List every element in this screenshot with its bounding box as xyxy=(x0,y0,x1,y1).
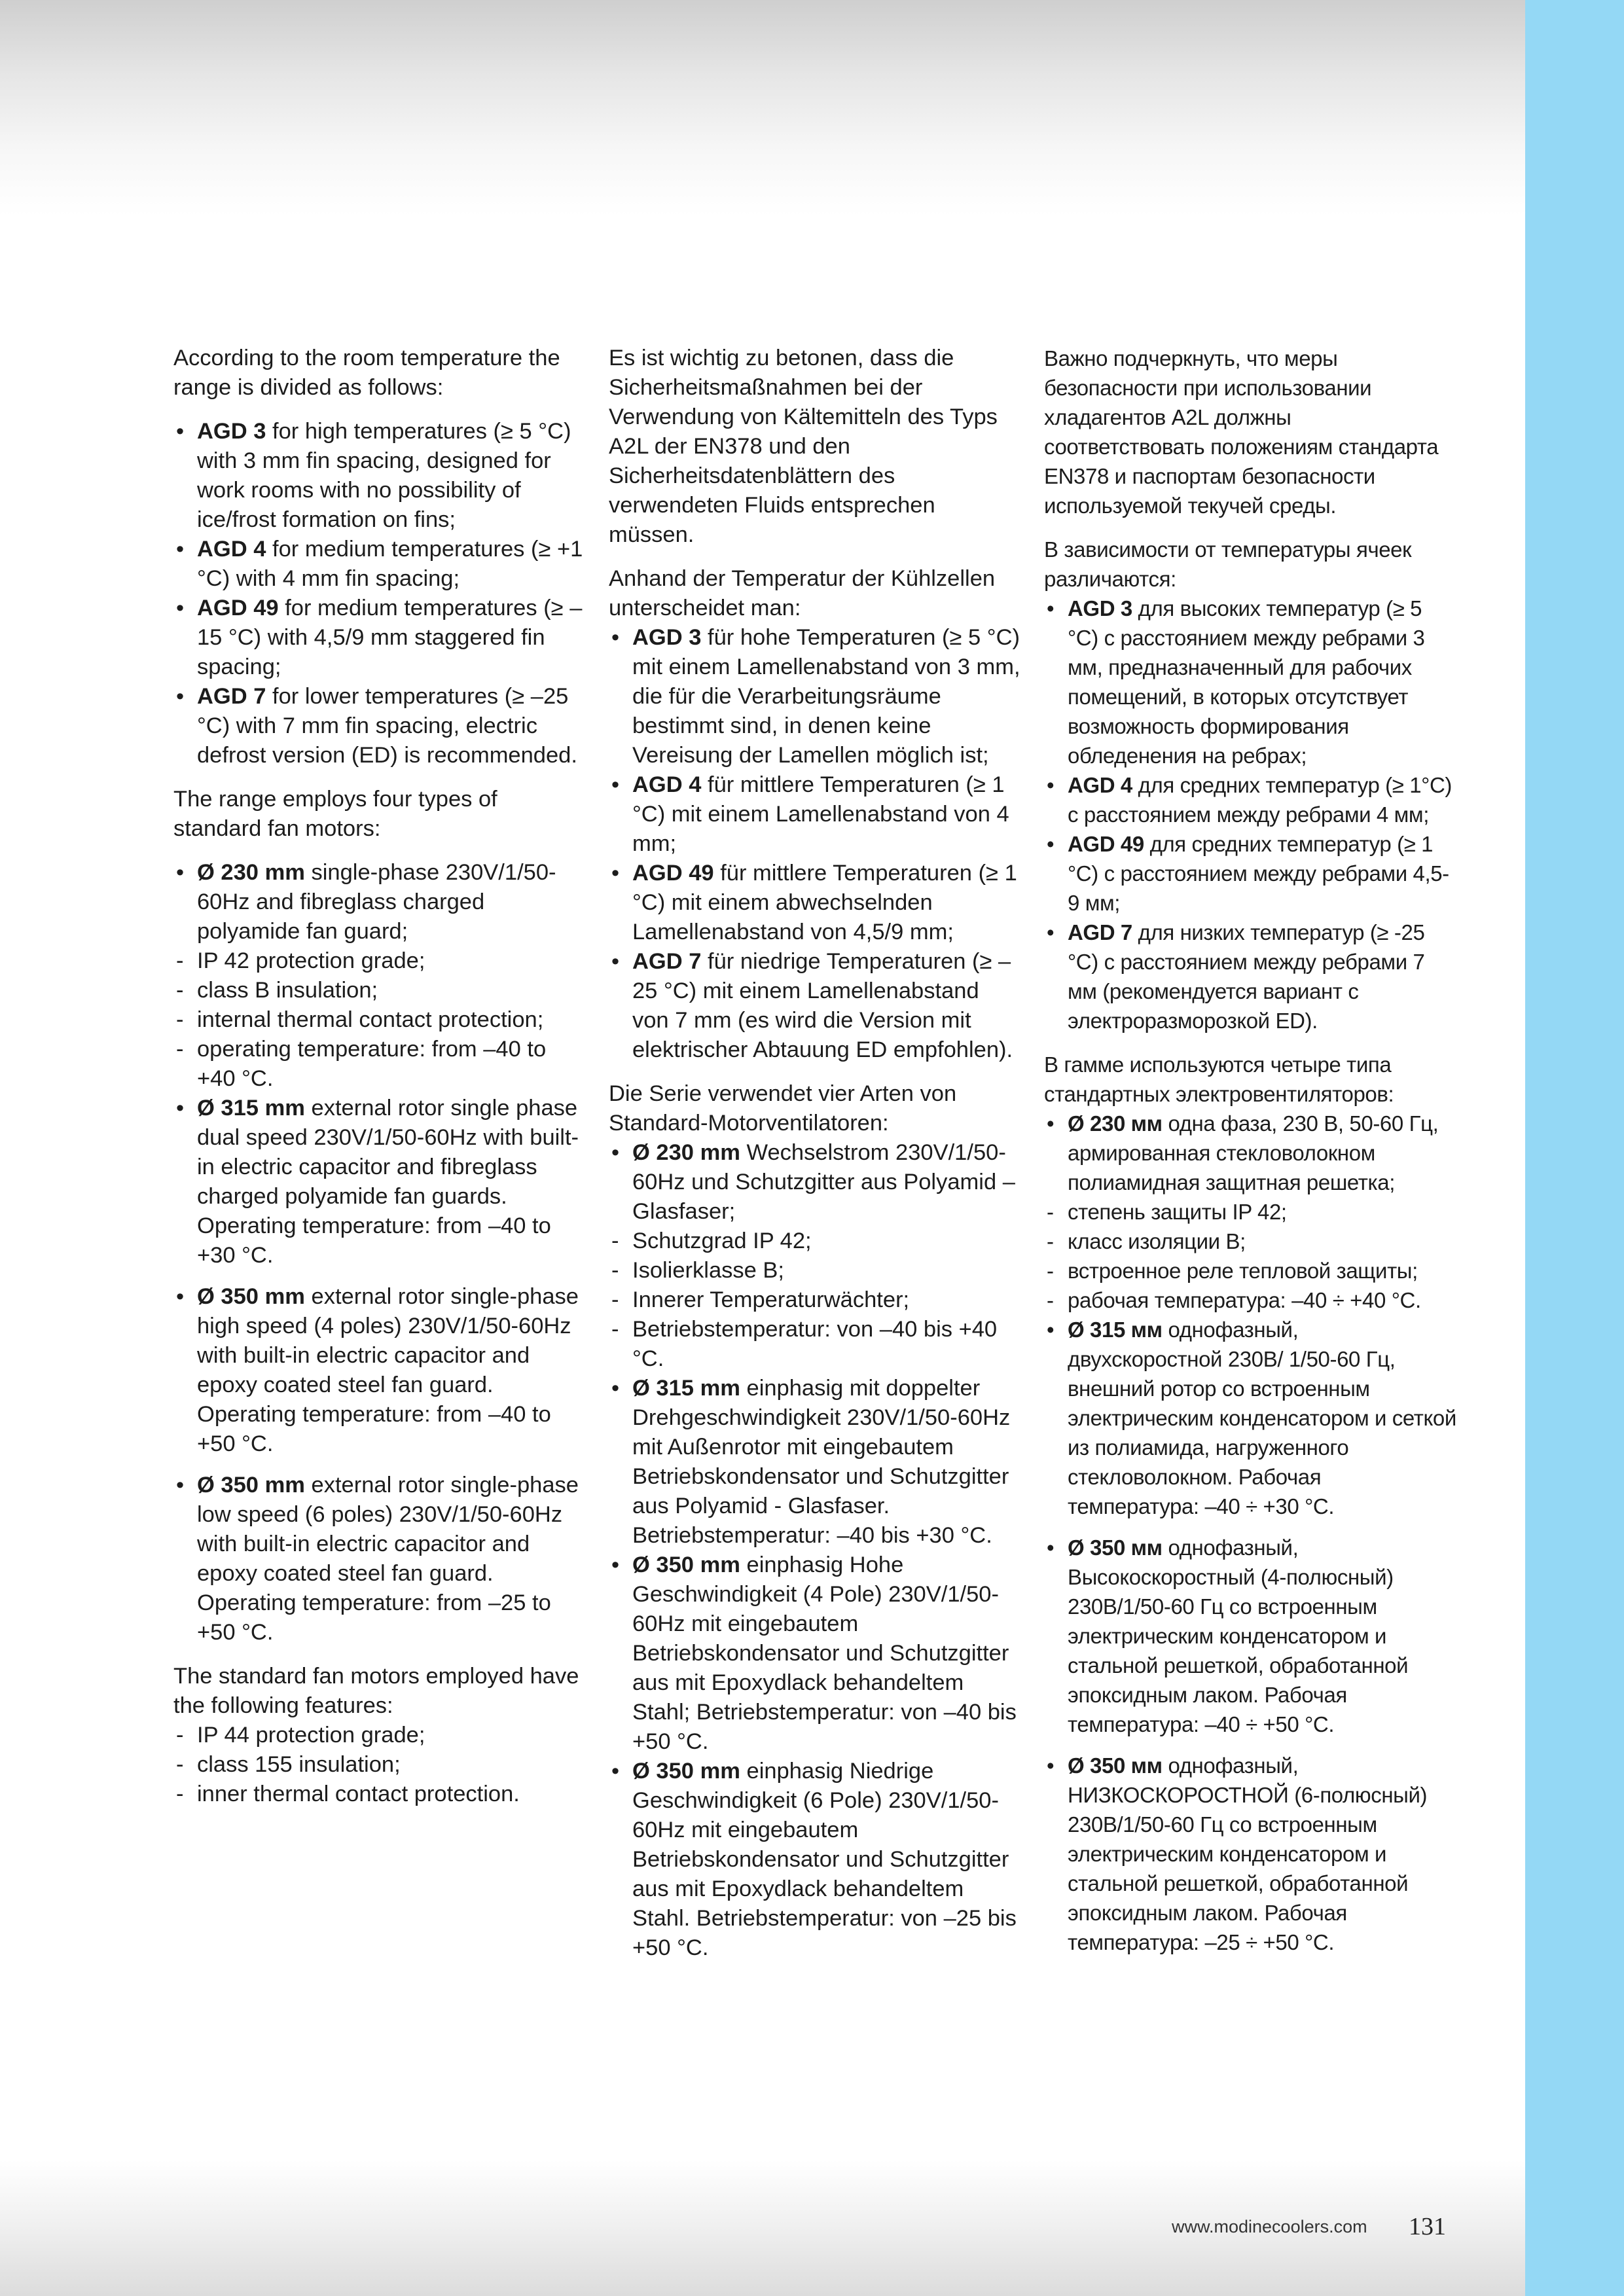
list-item: - Schutzgrad IP 42; xyxy=(609,1227,1021,1256)
header-gradient xyxy=(0,0,1525,216)
list-item: - internal thermal contact protection; xyxy=(173,1005,586,1035)
list-item: • Ø 350 мм однофазный, НИЗКОСКОРОСТНОЙ (6-полюсный) 230В/1/50-60 Гц со встроенным электрическим конденсатором и стальной решеткой, обработанной эпоксидным лаком. Рабочая температура: –25 ÷ +50 °C. xyxy=(1044,1751,1456,1957)
list-item: - operating temperature: from –40 to +40 °C. xyxy=(173,1035,586,1094)
side-color-band xyxy=(1525,0,1624,2296)
de-range-list xyxy=(609,623,1021,1065)
german-column xyxy=(609,344,1021,1977)
list-item: • AGD 4 für mittlere Temperaturen (≥ 1 °C) mit einem Lamellenabstand von 4 mm; xyxy=(609,770,1021,859)
de-motor-list xyxy=(609,1138,1021,1963)
en-standard-intro: The standard fan motors employed have the following features: xyxy=(173,1664,579,1718)
list-item: • Ø 230 mm single-phase 230V/1/50-60Hz and fibreglass charged polyamide fan guard; xyxy=(173,858,586,946)
list-item: - class B insulation; xyxy=(173,976,586,1005)
list-item: - Innerer Temperaturwächter; xyxy=(609,1285,1021,1315)
list-item: • AGD 3 for high temperatures (≥ 5 °C) with 3 mm fin spacing, designed for work rooms with no possibility of ice/frost formation on fins; xyxy=(173,417,586,535)
en-motors-intro: The range employs four types of standard fan motors: xyxy=(173,787,497,841)
list-item: - inner thermal contact protection. xyxy=(173,1780,586,1809)
list-item: • Ø 230 мм одна фаза, 230 В, 50-60 Гц, армированная стекловолокном полиамидная защитная решетка; xyxy=(1044,1109,1456,1197)
list-item: • Ø 350 мм однофазный, Высокоскоростный (4-полюсный) 230В/1/50-60 Гц со встроенным электрическим конденсатором и стальной решеткой, обработанной эпоксидным лаком. Рабочая температура: –40 ÷ +50 °C. xyxy=(1044,1533,1456,1739)
ru-safety-note: Важно подчеркнуть, что меры безопасности при использовании хладагентов A2L должны соответствовать положениям стандарта EN378 и паспортам безопасности используемой текучей среды. xyxy=(1044,346,1439,518)
list-item: • AGD 4 for medium temperatures (≥ +1 °C) with 4 mm fin spacing; xyxy=(173,535,586,594)
list-item: - Isolierklasse B; xyxy=(609,1256,1021,1285)
list-item: - класс изоляции B; xyxy=(1044,1227,1456,1256)
russian-column xyxy=(1044,344,1456,1971)
list-item: • AGD 7 für niedrige Temperaturen (≥ –25 °C) mit einem Lamellenabstand von 7 mm (es wird die Version mit elektrischer Abtauung ED empfohlen). xyxy=(609,947,1021,1065)
list-item: • Ø 350 mm einphasig Hohe Geschwindigkeit (4 Pole) 230V/1/50-60Hz mit eingebautem Betriebskondensator und Schutzgitter aus mit Epoxydlack behandeltem Stahl; Betriebstemperatur: von –40 bis +50 °C. xyxy=(609,1551,1021,1757)
list-item: • Ø 230 mm Wechselstrom 230V/1/50-60Hz und Schutzgitter aus Polyamid – Glasfaser; xyxy=(609,1138,1021,1227)
ru-motors-intro: В гамме используются четыре типа стандартных электровентиляторов: xyxy=(1044,1052,1394,1106)
list-item: • Ø 315 мм однофазный, двухскоростной 230В/ 1/50-60 Гц, внешний ротор со встроенным электрическим конденсатором и сеткой из полиамида, нагруженного стекловолокном. Рабочая температура: –40 ÷ +30 °C. xyxy=(1044,1315,1456,1521)
list-item: • Ø 350 mm einphasig Niedrige Geschwindigkeit (6 Pole) 230V/1/50-60Hz mit eingebautem Betriebskondensator und Schutzgitter aus mit Epoxydlack behandeltem Stahl. Betriebstemperatur: von –25 bis +50 °C. xyxy=(609,1757,1021,1963)
de-range-intro: Anhand der Temperatur der Kühlzellen unterscheidet man: xyxy=(609,566,996,620)
list-item: • AGD 49 for medium temperatures (≥ –15 °C) with 4,5/9 mm staggered fin spacing; xyxy=(173,594,586,682)
list-item: • Ø 350 mm external rotor single-phase high speed (4 poles) 230V/1/50-60Hz with built-in electric capacitor and epoxy coated steel fan guard. Operating temperature: from –40 to +50 °C. xyxy=(173,1282,586,1459)
list-item: • AGD 7 for lower temperatures (≥ –25 °C) with 7 mm fin spacing, electric defrost version (ED) is recommended. xyxy=(173,682,586,770)
list-item: • AGD 3 для высоких температур (≥ 5 °C) с расстоянием между ребрами 3 мм, предназначенный для рабочих помещений, в которых отсутствует возможность формирования обледенения на ребрах; xyxy=(1044,594,1456,770)
list-item: • Ø 315 mm external rotor single phase dual speed 230V/1/50-60Hz with built-in electric capacitor and fibreglass charged polyamide fan guards. Operating temperature: from –40 to +30 °C. xyxy=(173,1094,586,1270)
list-item: - IP 44 protection grade; xyxy=(173,1721,586,1750)
list-item: - степень защиты IP 42; xyxy=(1044,1197,1456,1227)
list-item: - рабочая температура: –40 ÷ +40 °C. xyxy=(1044,1285,1456,1315)
list-item: • AGD 4 для средних температур (≥ 1°C) с расстоянием между ребрами 4 мм; xyxy=(1044,770,1456,829)
ru-motor-list xyxy=(1044,1109,1456,1957)
list-item: • Ø 315 mm einphasig mit doppelter Drehgeschwindigkeit 230V/1/50-60Hz mit Außenrotor mit eingebautem Betriebskondensator und Schutzgitter aus Polyamid - Glasfaser. Betriebstemperatur: –40 bis +30 °C. xyxy=(609,1374,1021,1551)
ru-range-list xyxy=(1044,594,1456,1035)
english-column xyxy=(173,344,586,1823)
list-item: • AGD 49 для средних температур (≥ 1 °C) с расстоянием между ребрами 4,5-9 мм; xyxy=(1044,829,1456,918)
en-motor-list xyxy=(173,858,586,1647)
list-item: • Ø 350 mm external rotor single-phase low speed (6 poles) 230V/1/50-60Hz with built-in electric capacitor and epoxy coated steel fan guard. Operating temperature: from –25 to +50 °C. xyxy=(173,1471,586,1647)
list-item: • AGD 49 für mittlere Temperaturen (≥ 1 °C) mit einem abwechselnden Lamellenabstand von 4,5/9 mm; xyxy=(609,859,1021,947)
list-item: - class 155 insulation; xyxy=(173,1750,586,1780)
list-item: • AGD 7 для низких температур (≥ -25 °C) с расстоянием между ребрами 7 мм (рекомендуется вариант с электроразморозкой ED). xyxy=(1044,918,1456,1035)
footer-website-link[interactable]: www.modinecoolers.com xyxy=(1172,2217,1367,2236)
en-range-list xyxy=(173,417,586,770)
page-number: 131 xyxy=(1409,2213,1446,2240)
en-range-intro: According to the room temperature the range is divided as follows: xyxy=(173,346,560,400)
list-item: - IP 42 protection grade; xyxy=(173,946,586,976)
list-item: • AGD 3 für hohe Temperaturen (≥ 5 °C) mit einem Lamellenabstand von 3 mm, die für die Verarbeitungsräume bestimmt sind, in denen keine Vereisung der Lamellen möglich ist; xyxy=(609,623,1021,770)
list-item: - встроенное реле тепловой защиты; xyxy=(1044,1256,1456,1285)
ru-range-intro: В зависимости от температуры ячеек различаются: xyxy=(1044,537,1412,591)
de-motors-intro: Die Serie verwendet vier Arten von Standard-Motorventilatoren: xyxy=(609,1081,957,1136)
list-item: - Betriebstemperatur: von –40 bis +40 °C. xyxy=(609,1315,1021,1374)
en-standard-features xyxy=(173,1721,586,1809)
de-safety-note: Es ist wichtig zu betonen, dass die Sicherheitsmaßnahmen bei der Verwendung von Kältemitteln des Typs A2L der EN378 und den Sicherheitsdatenblättern des verwendeten Fluids entsprechen müssen. xyxy=(609,346,998,547)
